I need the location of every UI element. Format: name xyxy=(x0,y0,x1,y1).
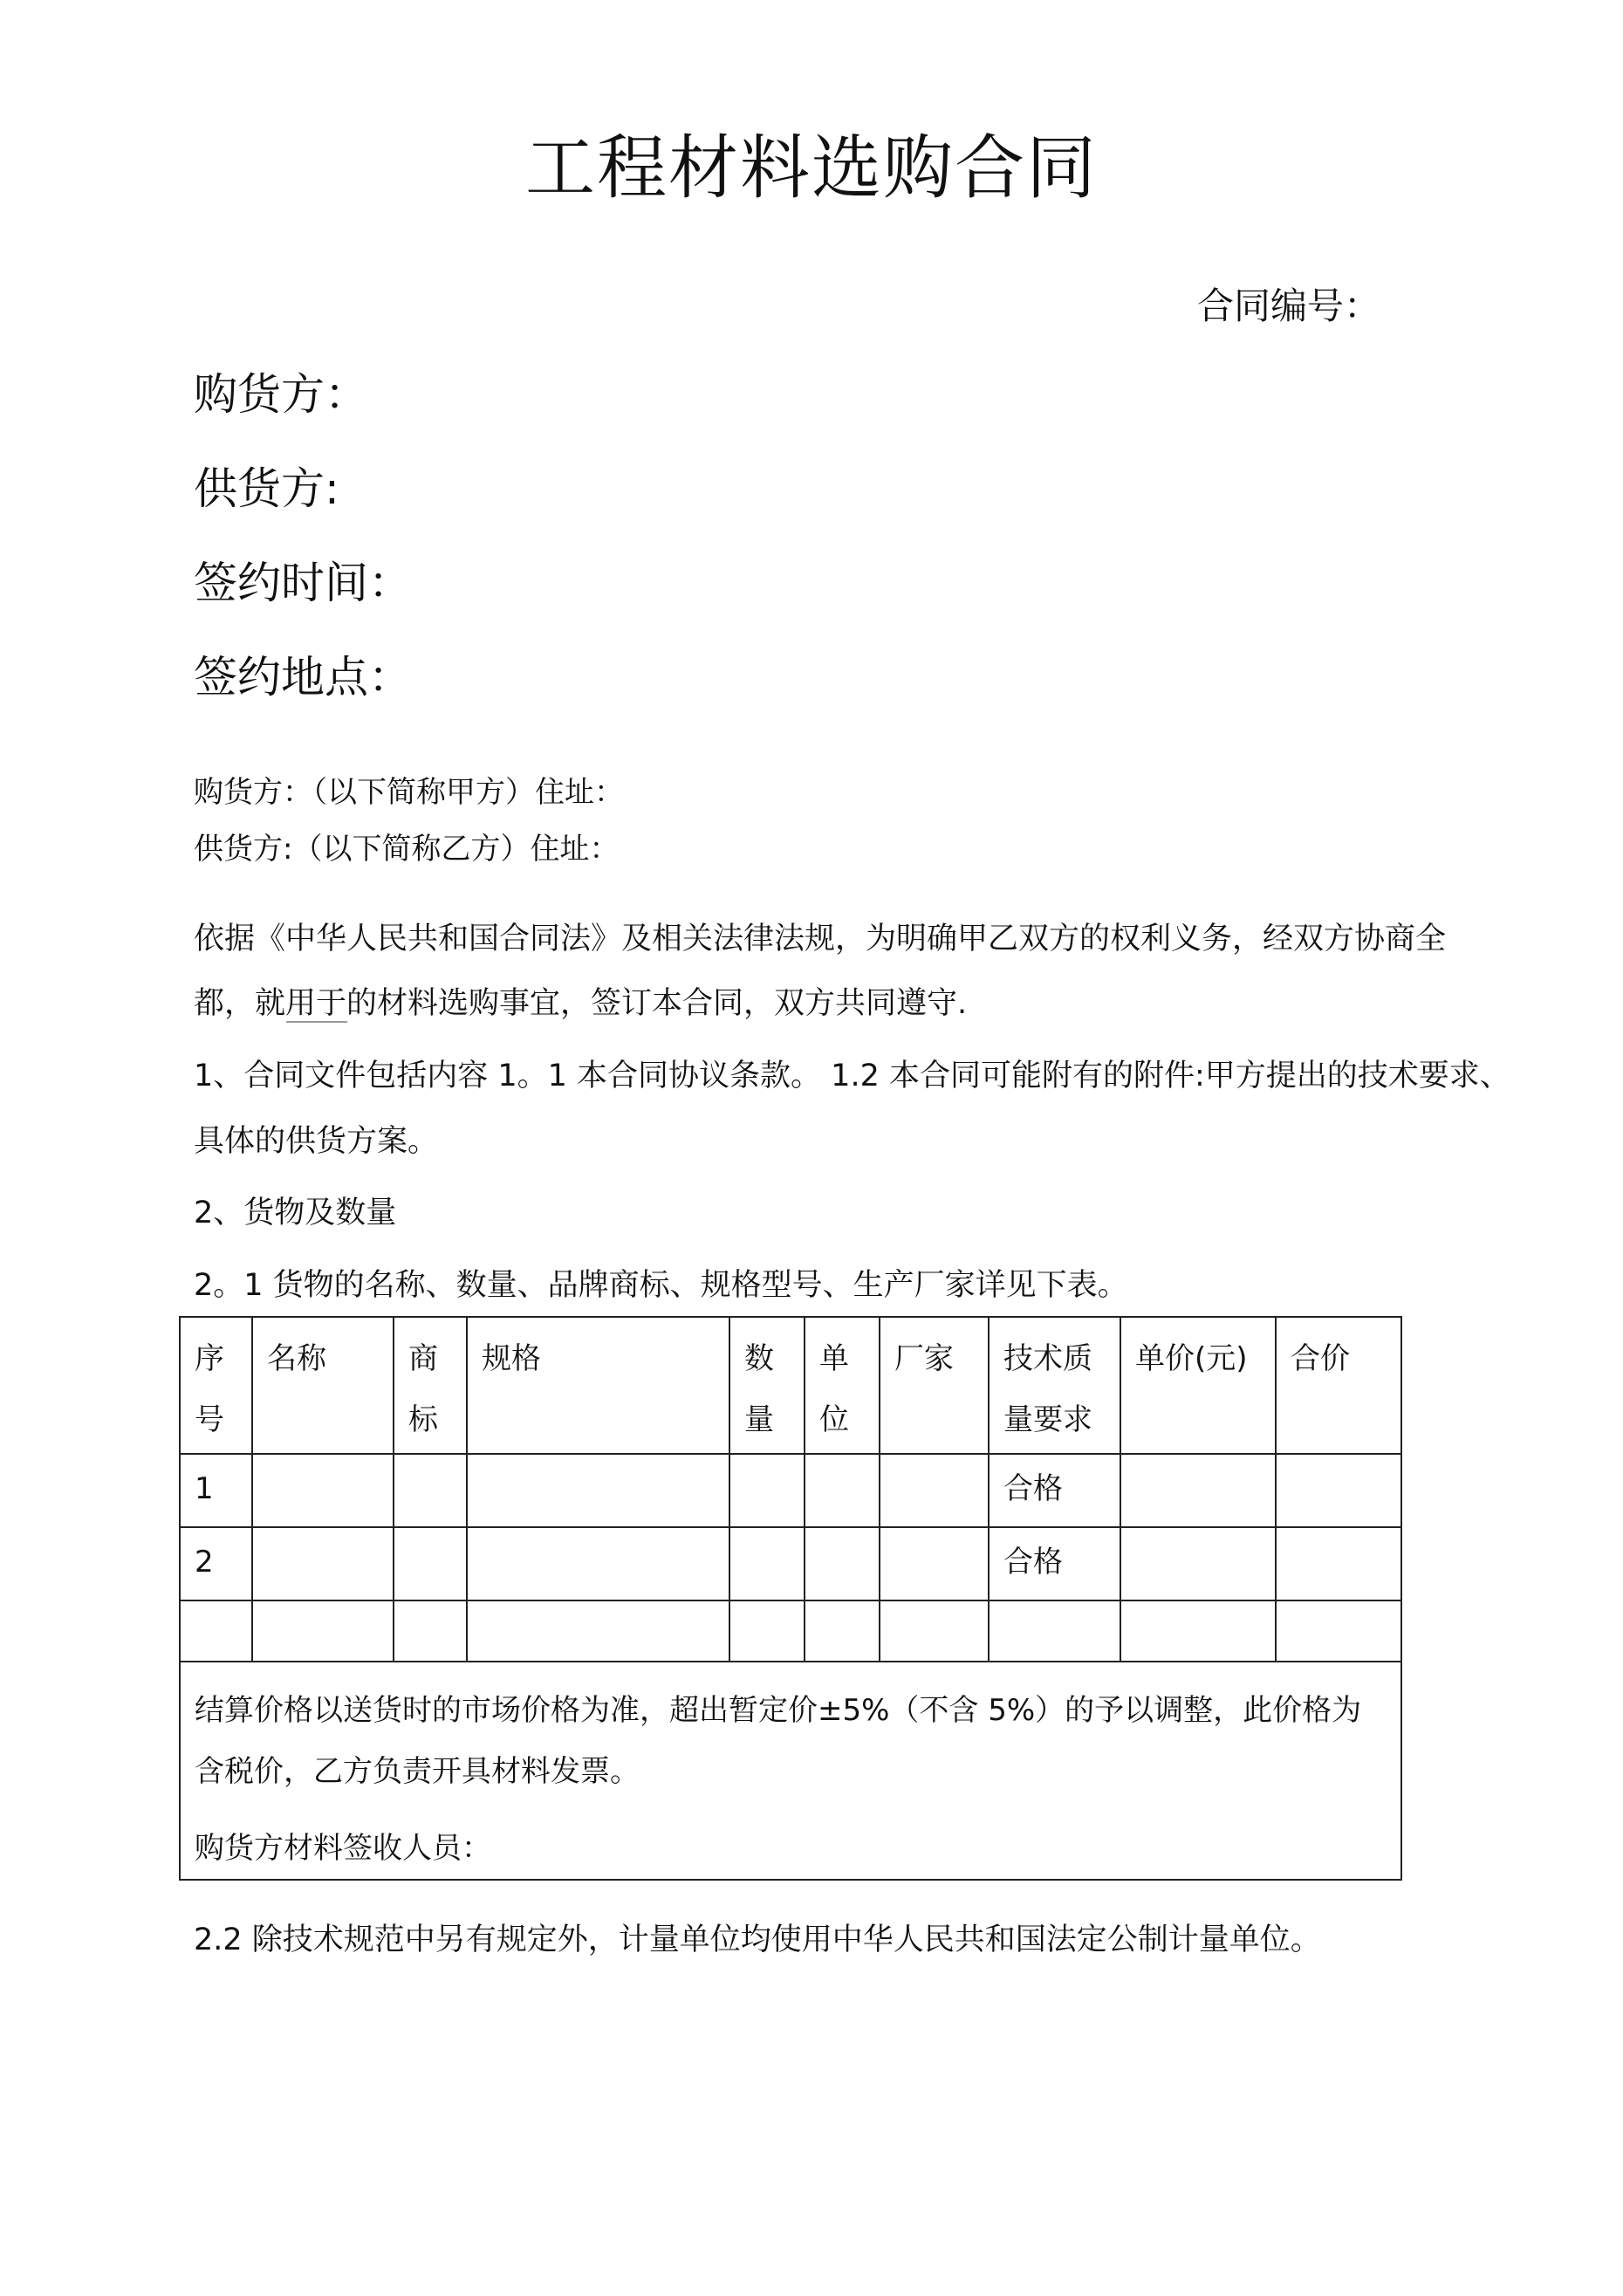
header-cell: 名称 xyxy=(252,1317,394,1454)
table-cell xyxy=(467,1454,729,1527)
table-cell: 合格 xyxy=(989,1454,1120,1527)
header-cell: 数量 xyxy=(729,1317,805,1454)
table-cell xyxy=(394,1600,467,1662)
table-row xyxy=(180,1527,1401,1600)
table-cell xyxy=(880,1527,989,1600)
table-cell xyxy=(989,1600,1120,1662)
header-cell: 规格 xyxy=(467,1317,729,1454)
table-cell xyxy=(729,1454,805,1527)
supplier-field: 供货方: xyxy=(194,463,339,514)
clause-1-line-2: 具体的供货方案。 xyxy=(194,1124,439,1159)
receiver-label: 购货方材料签收人员： xyxy=(195,1831,491,1866)
header-cell: 单价(元) xyxy=(1120,1317,1276,1454)
table-cell xyxy=(1276,1600,1401,1662)
table-cell xyxy=(252,1527,394,1600)
table-cell xyxy=(394,1527,467,1600)
table-cell xyxy=(1276,1527,1401,1600)
table-cell xyxy=(805,1454,880,1527)
table-cell xyxy=(805,1527,880,1600)
table-cell xyxy=(729,1600,805,1662)
table-cell: 1 xyxy=(180,1454,252,1527)
settlement-note xyxy=(180,1662,1401,1880)
table-cell xyxy=(467,1527,729,1600)
supplier-address-line: 供货方:（以下简称乙方）住址： xyxy=(194,832,620,867)
table-cell xyxy=(729,1527,805,1600)
preamble-line-1: 依据《中华人民共和国合同法》及相关法律法规，为明确甲乙双方的权利义务，经双方协商全 xyxy=(194,922,1447,956)
table-cell xyxy=(252,1600,394,1662)
table-cell xyxy=(180,1600,252,1662)
table-cell: 2 xyxy=(180,1527,252,1600)
table-cell xyxy=(1120,1600,1276,1662)
buyer-address-line: 购货方：（以下简称甲方）住址： xyxy=(194,775,624,810)
table-row xyxy=(180,1454,1401,1527)
table-note-row xyxy=(180,1662,1401,1880)
header-cell: 商标 xyxy=(394,1317,467,1454)
buyer-field: 购货方： xyxy=(194,369,368,420)
goods-table xyxy=(179,1316,1402,1881)
settlement-note-line-2: 含税价，乙方负责开具材料发票。 xyxy=(195,1754,640,1789)
clause-2-2: 2.2 除技术规范中另有规定外，计量单位均使用中华人民共和国法定公制计量单位。 xyxy=(194,1922,1321,1957)
header-cell: 单位 xyxy=(805,1317,880,1454)
settlement-note-line-1: 结算价格以送货时的市场价格为准，超出暂定价±5%（不含 5%）的予以调整，此价格为 xyxy=(195,1693,1362,1728)
signing-place-field: 签约地点： xyxy=(194,652,412,703)
contract-title: 工程材料选购合同 xyxy=(525,127,1098,209)
table-cell xyxy=(880,1454,989,1527)
table-cell xyxy=(394,1454,467,1527)
table-cell xyxy=(1120,1527,1276,1600)
table-cell xyxy=(467,1600,729,1662)
table-row xyxy=(180,1600,1401,1662)
table-cell xyxy=(1276,1454,1401,1527)
table-header-row xyxy=(180,1317,1401,1454)
contract-number-label: 合同编号： xyxy=(1197,284,1381,327)
table-cell xyxy=(252,1454,394,1527)
table-cell xyxy=(805,1600,880,1662)
signing-time-field: 签约时间： xyxy=(194,558,412,608)
preamble-line-2: 都，就用于的材料选购事宜，签订本合同，双方共同遵守. xyxy=(194,986,968,1021)
table-cell: 合格 xyxy=(989,1527,1120,1600)
clause-2-heading: 2、货物及数量 xyxy=(194,1196,397,1230)
table-cell xyxy=(880,1600,989,1662)
clause-2-1: 2。1 货物的名称、数量、品牌商标、规格型号、生产厂家详见下表。 xyxy=(194,1268,1128,1303)
table-cell xyxy=(1120,1454,1276,1527)
clause-1-line-1: 1、合同文件包括内容 1。1 本合同协议条款。 1.2 本合同可能附有的附件:甲方提出的技术要求、 xyxy=(194,1059,1510,1093)
header-cell: 技术质量要求 xyxy=(989,1317,1120,1454)
divider xyxy=(286,1021,347,1023)
header-cell: 序号 xyxy=(180,1317,252,1454)
header-cell: 厂家 xyxy=(880,1317,989,1454)
header-cell: 合价 xyxy=(1276,1317,1401,1454)
